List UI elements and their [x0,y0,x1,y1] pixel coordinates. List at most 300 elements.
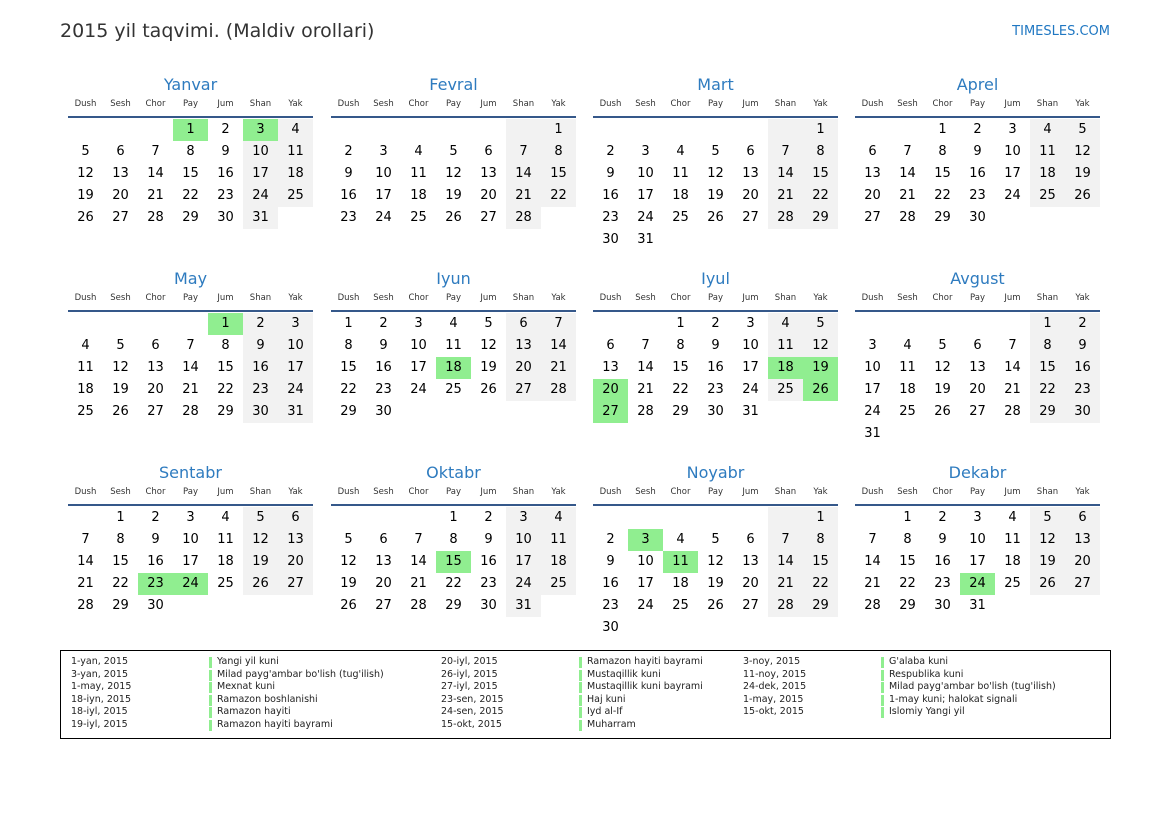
day-cell[interactable]: 26 [77,210,94,225]
day-cell[interactable]: 23 [375,382,392,397]
day-cell[interactable]: 17 [637,188,654,203]
day-cell[interactable]: 2 [379,316,388,331]
day-cell[interactable]: 21 [182,382,199,397]
day-cell[interactable]: 6 [1065,507,1100,529]
day-cell[interactable]: 15 [672,360,689,375]
day-cell[interactable]: 23 [340,210,357,225]
day-cell[interactable]: 20 [969,382,986,397]
day-cell[interactable]: 12 [707,166,724,181]
day-cell[interactable]: 8 [1030,335,1065,357]
day-cell[interactable]: 5 [243,507,278,529]
day-cell[interactable]: 13 [864,166,881,181]
day-cell[interactable]: 16 [147,554,164,569]
day-cell[interactable]: 22 [445,576,462,591]
day-cell[interactable]: 13 [375,554,392,569]
day-cell[interactable]: 30 [602,620,619,635]
day-cell[interactable]: 18 [768,357,803,379]
day-cell[interactable]: 30 [707,404,724,419]
day-cell[interactable]: 14 [768,163,803,185]
day-cell[interactable]: 22 [672,382,689,397]
day-cell[interactable]: 22 [803,573,838,595]
day-cell[interactable]: 30 [480,598,497,613]
day-cell[interactable]: 2 [243,313,278,335]
day-cell[interactable]: 30 [602,232,619,247]
day-cell[interactable]: 17 [278,357,313,379]
day-cell[interactable]: 30 [969,210,986,225]
day-cell[interactable]: 21 [410,576,427,591]
day-cell[interactable]: 2 [1065,313,1100,335]
day-cell[interactable]: 12 [480,338,497,353]
day-cell[interactable]: 23 [602,210,619,225]
day-cell[interactable]: 17 [410,360,427,375]
day-cell[interactable]: 29 [1030,401,1065,423]
day-cell[interactable]: 3 [186,510,195,525]
day-cell[interactable]: 3 [414,316,423,331]
day-cell[interactable]: 31 [864,426,881,441]
day-cell[interactable]: 9 [1065,335,1100,357]
day-cell[interactable]: 6 [746,144,755,159]
day-cell[interactable]: 18 [672,188,689,203]
day-cell[interactable]: 27 [506,379,541,401]
day-cell[interactable]: 4 [676,532,685,547]
day-cell[interactable]: 28 [768,595,803,617]
day-cell[interactable]: 22 [934,188,951,203]
day-cell[interactable]: 11 [217,532,234,547]
day-cell[interactable]: 10 [410,338,427,353]
day-cell[interactable]: 3 [379,144,388,159]
day-cell[interactable]: 18 [1030,163,1065,185]
day-cell[interactable]: 20 [147,382,164,397]
day-cell[interactable]: 13 [969,360,986,375]
day-cell[interactable]: 14 [541,335,576,357]
day-cell[interactable]: 23 [969,188,986,203]
day-cell[interactable]: 8 [903,532,912,547]
day-cell[interactable]: 22 [182,188,199,203]
day-cell[interactable]: 11 [1030,141,1065,163]
day-cell[interactable]: 3 [973,510,982,525]
day-cell[interactable]: 31 [506,595,541,617]
day-cell[interactable]: 24 [278,379,313,401]
day-cell[interactable]: 28 [1004,404,1021,419]
day-cell[interactable]: 9 [221,144,230,159]
day-cell[interactable]: 17 [742,360,759,375]
day-cell[interactable]: 5 [1065,119,1100,141]
day-cell[interactable]: 12 [803,335,838,357]
day-cell[interactable]: 14 [899,166,916,181]
day-cell[interactable]: 21 [637,382,654,397]
day-cell[interactable]: 16 [969,166,986,181]
day-cell[interactable]: 20 [278,551,313,573]
day-cell[interactable]: 19 [480,360,497,375]
day-cell[interactable]: 2 [484,510,493,525]
day-cell[interactable]: 16 [340,188,357,203]
day-cell[interactable]: 14 [182,360,199,375]
day-cell[interactable]: 8 [938,144,947,159]
day-cell[interactable]: 19 [1030,551,1065,573]
day-cell[interactable]: 27 [375,598,392,613]
day-cell[interactable]: 7 [868,532,877,547]
day-cell[interactable]: 20 [593,379,628,401]
day-cell[interactable]: 30 [375,404,392,419]
day-cell[interactable]: 17 [243,163,278,185]
day-cell[interactable]: 29 [217,404,234,419]
day-cell[interactable]: 10 [506,529,541,551]
day-cell[interactable]: 4 [768,313,803,335]
day-cell[interactable]: 28 [182,404,199,419]
day-cell[interactable]: 6 [484,144,493,159]
day-cell[interactable]: 31 [243,207,278,229]
day-cell[interactable]: 26 [707,210,724,225]
day-cell[interactable]: 2 [606,532,615,547]
day-cell[interactable]: 16 [1065,357,1100,379]
day-cell[interactable]: 21 [1004,382,1021,397]
day-cell[interactable]: 1 [938,122,947,137]
day-cell[interactable]: 25 [445,382,462,397]
day-cell[interactable]: 25 [672,210,689,225]
day-cell[interactable]: 17 [375,188,392,203]
day-cell[interactable]: 8 [221,338,230,353]
day-cell[interactable]: 12 [445,166,462,181]
day-cell[interactable]: 26 [1030,573,1065,595]
day-cell[interactable]: 26 [707,598,724,613]
day-cell[interactable]: 5 [449,144,458,159]
day-cell[interactable]: 6 [868,144,877,159]
day-cell[interactable]: 27 [1065,573,1100,595]
day-cell[interactable]: 8 [676,338,685,353]
day-cell[interactable]: 9 [973,144,982,159]
day-cell[interactable]: 7 [641,338,650,353]
day-cell[interactable]: 11 [663,551,698,573]
day-cell[interactable]: 12 [1065,141,1100,163]
day-cell[interactable]: 12 [112,360,129,375]
day-cell[interactable]: 5 [1030,507,1065,529]
day-cell[interactable]: 25 [410,210,427,225]
day-cell[interactable]: 17 [969,554,986,569]
day-cell[interactable]: 7 [768,141,803,163]
day-cell[interactable]: 16 [934,554,951,569]
day-cell[interactable]: 23 [707,382,724,397]
day-cell[interactable]: 28 [147,210,164,225]
day-cell[interactable]: 1 [803,119,838,141]
day-cell[interactable]: 19 [340,576,357,591]
day-cell[interactable]: 25 [217,576,234,591]
day-cell[interactable]: 29 [672,404,689,419]
day-cell[interactable]: 13 [480,166,497,181]
day-cell[interactable]: 21 [541,357,576,379]
day-cell[interactable]: 18 [217,554,234,569]
day-cell[interactable]: 10 [637,554,654,569]
day-cell[interactable]: 4 [676,144,685,159]
day-cell[interactable]: 8 [186,144,195,159]
day-cell[interactable]: 30 [217,210,234,225]
day-cell[interactable]: 10 [182,532,199,547]
day-cell[interactable]: 6 [606,338,615,353]
day-cell[interactable]: 24 [1004,188,1021,203]
day-cell[interactable]: 30 [243,401,278,423]
day-cell[interactable]: 26 [112,404,129,419]
day-cell[interactable]: 9 [151,532,160,547]
day-cell[interactable]: 27 [480,210,497,225]
day-cell[interactable]: 31 [742,404,759,419]
day-cell[interactable]: 19 [77,188,94,203]
day-cell[interactable]: 1 [208,313,243,335]
day-cell[interactable]: 24 [375,210,392,225]
day-cell[interactable]: 21 [899,188,916,203]
day-cell[interactable]: 29 [803,595,838,617]
day-cell[interactable]: 22 [541,185,576,207]
day-cell[interactable]: 9 [938,532,947,547]
day-cell[interactable]: 15 [436,551,471,573]
day-cell[interactable]: 14 [506,163,541,185]
day-cell[interactable]: 3 [641,144,650,159]
day-cell[interactable]: 25 [1004,576,1021,591]
day-cell[interactable]: 21 [768,573,803,595]
day-cell[interactable]: 14 [637,360,654,375]
day-cell[interactable]: 13 [742,554,759,569]
day-cell[interactable]: 23 [217,188,234,203]
day-cell[interactable]: 28 [637,404,654,419]
day-cell[interactable]: 25 [672,598,689,613]
day-cell[interactable]: 30 [934,598,951,613]
day-cell[interactable]: 14 [147,166,164,181]
day-cell[interactable]: 18 [1004,554,1021,569]
day-cell[interactable]: 22 [899,576,916,591]
day-cell[interactable]: 23 [934,576,951,591]
day-cell[interactable]: 2 [221,122,230,137]
day-cell[interactable]: 11 [672,166,689,181]
day-cell[interactable]: 5 [803,313,838,335]
day-cell[interactable]: 29 [899,598,916,613]
day-cell[interactable]: 27 [593,401,628,423]
day-cell[interactable]: 14 [77,554,94,569]
day-cell[interactable]: 25 [541,573,576,595]
day-cell[interactable]: 24 [960,573,995,595]
day-cell[interactable]: 29 [803,207,838,229]
day-cell[interactable]: 28 [768,207,803,229]
day-cell[interactable]: 9 [484,532,493,547]
day-cell[interactable]: 26 [803,379,838,401]
day-cell[interactable]: 10 [742,338,759,353]
day-cell[interactable]: 19 [243,551,278,573]
day-cell[interactable]: 10 [1004,144,1021,159]
day-cell[interactable]: 31 [278,401,313,423]
day-cell[interactable]: 3 [746,316,755,331]
day-cell[interactable]: 7 [414,532,423,547]
day-cell[interactable]: 10 [375,166,392,181]
day-cell[interactable]: 25 [77,404,94,419]
day-cell[interactable]: 16 [217,166,234,181]
day-cell[interactable]: 30 [147,598,164,613]
day-cell[interactable]: 2 [973,122,982,137]
day-cell[interactable]: 19 [934,382,951,397]
day-cell[interactable]: 2 [151,510,160,525]
day-cell[interactable]: 26 [445,210,462,225]
day-cell[interactable]: 29 [934,210,951,225]
day-cell[interactable]: 23 [1065,379,1100,401]
day-cell[interactable]: 7 [186,338,195,353]
day-cell[interactable]: 9 [344,166,353,181]
day-cell[interactable]: 28 [77,598,94,613]
day-cell[interactable]: 2 [938,510,947,525]
day-cell[interactable]: 29 [182,210,199,225]
day-cell[interactable]: 24 [864,404,881,419]
day-cell[interactable]: 3 [243,119,278,141]
day-cell[interactable]: 28 [506,207,541,229]
day-cell[interactable]: 28 [864,598,881,613]
day-cell[interactable]: 23 [480,576,497,591]
day-cell[interactable]: 25 [278,185,313,207]
day-cell[interactable]: 18 [77,382,94,397]
day-cell[interactable]: 7 [151,144,160,159]
day-cell[interactable]: 9 [379,338,388,353]
day-cell[interactable]: 19 [707,188,724,203]
day-cell[interactable]: 6 [506,313,541,335]
day-cell[interactable]: 5 [116,338,125,353]
day-cell[interactable]: 20 [1065,551,1100,573]
day-cell[interactable]: 1 [1030,313,1065,335]
day-cell[interactable]: 1 [344,316,353,331]
day-cell[interactable]: 18 [410,188,427,203]
day-cell[interactable]: 23 [138,573,173,595]
day-cell[interactable]: 26 [1065,185,1100,207]
day-cell[interactable]: 27 [864,210,881,225]
day-cell[interactable]: 7 [506,141,541,163]
day-cell[interactable]: 2 [606,144,615,159]
day-cell[interactable]: 25 [899,404,916,419]
day-cell[interactable]: 3 [506,507,541,529]
day-cell[interactable]: 11 [77,360,94,375]
day-cell[interactable]: 16 [602,576,619,591]
day-cell[interactable]: 12 [77,166,94,181]
day-cell[interactable]: 13 [1065,529,1100,551]
day-cell[interactable]: 15 [1030,357,1065,379]
day-cell[interactable]: 9 [606,166,615,181]
day-cell[interactable]: 21 [147,188,164,203]
day-cell[interactable]: 13 [112,166,129,181]
day-cell[interactable]: 5 [711,532,720,547]
day-cell[interactable]: 18 [899,382,916,397]
day-cell[interactable]: 7 [903,144,912,159]
day-cell[interactable]: 26 [934,404,951,419]
day-cell[interactable]: 1 [903,510,912,525]
day-cell[interactable]: 10 [864,360,881,375]
day-cell[interactable]: 19 [803,357,838,379]
day-cell[interactable]: 3 [1008,122,1017,137]
day-cell[interactable]: 1 [803,507,838,529]
site-link[interactable]: TIMESLES.COM [1012,24,1110,39]
day-cell[interactable]: 21 [506,185,541,207]
day-cell[interactable]: 1 [676,316,685,331]
day-cell[interactable]: 28 [410,598,427,613]
day-cell[interactable]: 1 [449,510,458,525]
day-cell[interactable]: 18 [672,576,689,591]
day-cell[interactable]: 22 [340,382,357,397]
day-cell[interactable]: 14 [864,554,881,569]
day-cell[interactable]: 18 [278,163,313,185]
day-cell[interactable]: 20 [480,188,497,203]
day-cell[interactable]: 3 [868,338,877,353]
day-cell[interactable]: 24 [637,598,654,613]
day-cell[interactable]: 15 [541,163,576,185]
day-cell[interactable]: 29 [112,598,129,613]
day-cell[interactable]: 14 [1004,360,1021,375]
day-cell[interactable]: 4 [449,316,458,331]
day-cell[interactable]: 20 [864,188,881,203]
day-cell[interactable]: 7 [1008,338,1017,353]
day-cell[interactable]: 20 [506,357,541,379]
day-cell[interactable]: 22 [803,185,838,207]
day-cell[interactable]: 29 [445,598,462,613]
day-cell[interactable]: 25 [1030,185,1065,207]
day-cell[interactable]: 6 [379,532,388,547]
day-cell[interactable]: 17 [864,382,881,397]
day-cell[interactable]: 11 [445,338,462,353]
day-cell[interactable]: 4 [278,119,313,141]
day-cell[interactable]: 16 [243,357,278,379]
day-cell[interactable]: 6 [746,532,755,547]
day-cell[interactable]: 10 [278,335,313,357]
day-cell[interactable]: 17 [182,554,199,569]
day-cell[interactable]: 18 [436,357,471,379]
day-cell[interactable]: 5 [711,144,720,159]
day-cell[interactable]: 11 [410,166,427,181]
day-cell[interactable]: 9 [606,554,615,569]
day-cell[interactable]: 4 [1030,119,1065,141]
day-cell[interactable]: 20 [742,576,759,591]
day-cell[interactable]: 10 [637,166,654,181]
day-cell[interactable]: 24 [410,382,427,397]
day-cell[interactable]: 30 [1065,401,1100,423]
day-cell[interactable]: 8 [541,141,576,163]
day-cell[interactable]: 3 [278,313,313,335]
day-cell[interactable]: 17 [1004,166,1021,181]
day-cell[interactable]: 10 [969,532,986,547]
day-cell[interactable]: 19 [112,382,129,397]
day-cell[interactable]: 12 [1030,529,1065,551]
day-cell[interactable]: 9 [243,335,278,357]
day-cell[interactable]: 11 [1004,532,1021,547]
day-cell[interactable]: 7 [81,532,90,547]
day-cell[interactable]: 11 [768,335,803,357]
day-cell[interactable]: 12 [340,554,357,569]
day-cell[interactable]: 6 [278,507,313,529]
day-cell[interactable]: 15 [803,551,838,573]
day-cell[interactable]: 5 [344,532,353,547]
day-cell[interactable]: 23 [243,379,278,401]
day-cell[interactable]: 15 [217,360,234,375]
day-cell[interactable]: 15 [182,166,199,181]
day-cell[interactable]: 24 [637,210,654,225]
day-cell[interactable]: 9 [711,338,720,353]
day-cell[interactable]: 2 [344,144,353,159]
day-cell[interactable]: 8 [803,141,838,163]
day-cell[interactable]: 12 [934,360,951,375]
day-cell[interactable]: 19 [445,188,462,203]
day-cell[interactable]: 6 [116,144,125,159]
day-cell[interactable]: 13 [147,360,164,375]
day-cell[interactable]: 22 [1030,379,1065,401]
day-cell[interactable]: 31 [637,232,654,247]
day-cell[interactable]: 21 [864,576,881,591]
day-cell[interactable]: 4 [903,338,912,353]
day-cell[interactable]: 22 [112,576,129,591]
day-cell[interactable]: 29 [340,404,357,419]
day-cell[interactable]: 11 [541,529,576,551]
day-cell[interactable]: 4 [541,507,576,529]
day-cell[interactable]: 24 [742,382,759,397]
day-cell[interactable]: 25 [768,379,803,401]
day-cell[interactable]: 27 [278,573,313,595]
